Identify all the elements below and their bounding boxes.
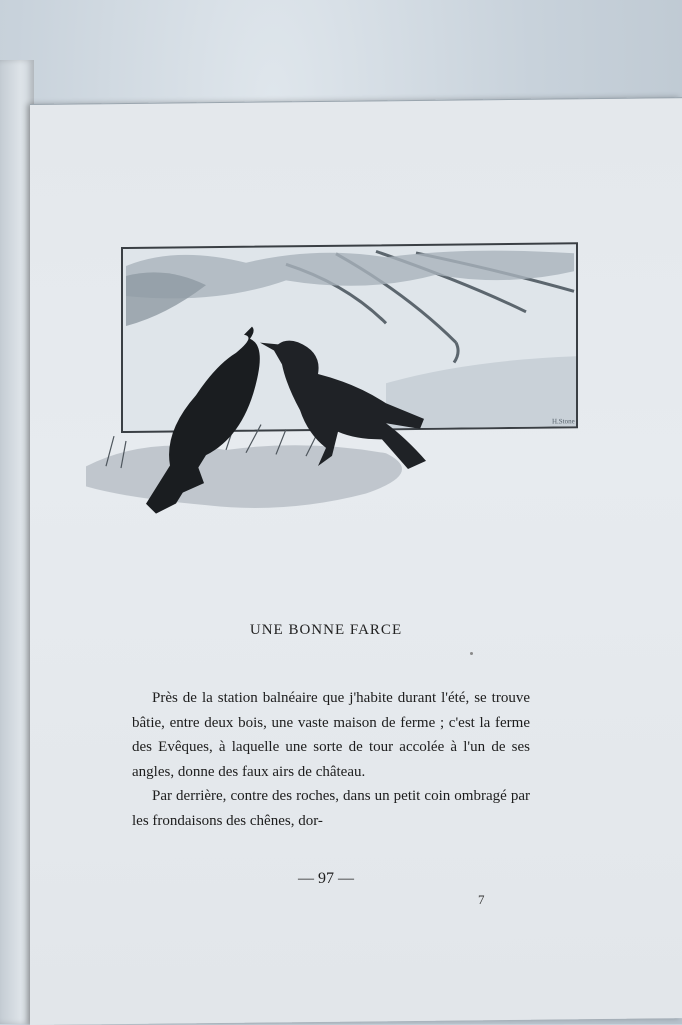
paper-speck — [470, 652, 473, 655]
paragraph-2: Par derrière, contre des roches, dans un petit coin ombragé par les frondaisons des chênes, dor- — [132, 788, 530, 829]
artist-signature: H.Stone — [552, 417, 575, 426]
page-number: — 97 — — [298, 870, 354, 887]
crows-illustration — [86, 231, 586, 556]
body-text — [132, 686, 530, 833]
printer-signature-mark: 7 — [478, 892, 485, 907]
chapter-title: UNE BONNE FARCE — [249, 622, 403, 638]
grass-patch — [86, 443, 402, 510]
paragraph-1: Près de la station balnéaire que j'habite durant l'été, se trouve bâtie, entre deux bois, une vaste maison de ferme ; c'est la ferme des Evêques, à laquelle une sorte de tour accolée à l'un de ses angles, donne des faux airs de château. — [132, 690, 530, 780]
